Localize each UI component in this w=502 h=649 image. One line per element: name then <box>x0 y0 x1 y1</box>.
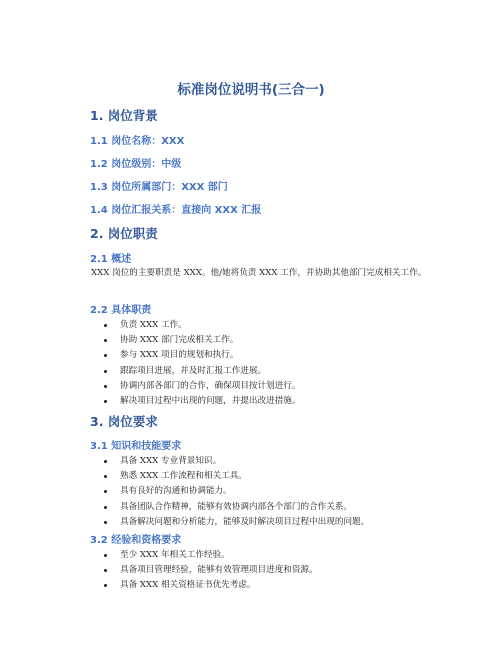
section-3-heading: 3. 岗位要求 <box>90 414 158 429</box>
bullet-icon <box>104 354 107 357</box>
list-item: 解决项目过程中出现的问题，并提出改进措施。 <box>92 394 300 409</box>
position-level: 1.2 岗位级别：中级 <box>90 159 182 170</box>
overview-paragraph: XXX 岗位的主要职责是 XXX。他/她将负责 XXX 工作，并协助其他部门完成相关工作。 <box>91 268 427 278</box>
skills-list <box>92 454 369 530</box>
bullet-icon <box>104 521 107 524</box>
experience-list <box>92 548 318 594</box>
bullet-icon <box>104 385 107 388</box>
list-item: 负责 XXX 工作。 <box>92 318 300 333</box>
bullet-icon <box>104 460 107 463</box>
experience-heading: 3.2 经验和资格要求 <box>90 535 182 546</box>
overview-heading: 2.1 概述 <box>90 254 132 265</box>
list-item: 具有良好的沟通和协调能力。 <box>92 484 369 499</box>
list-item: 参与 XXX 项目的规划和执行。 <box>92 348 300 363</box>
bullet-icon <box>104 370 107 373</box>
bullet-icon <box>104 554 107 557</box>
bullet-icon <box>104 584 107 587</box>
position-department: 1.3 岗位所属部门：XXX 部门 <box>90 182 228 193</box>
bullet-icon <box>104 490 107 493</box>
list-item: 具备 XXX 相关资格证书优先考虑。 <box>92 578 318 593</box>
duties-heading: 2.2 具体职责 <box>90 305 152 316</box>
list-item: 至少 XXX 年相关工作经验。 <box>92 548 318 563</box>
section-1-heading: 1. 岗位背景 <box>90 108 158 123</box>
list-item: 熟悉 XXX 工作流程和相关工具。 <box>92 469 369 484</box>
bullet-icon <box>104 569 107 572</box>
bullet-icon <box>104 506 107 509</box>
section-2-heading: 2. 岗位职责 <box>90 226 158 241</box>
list-item: 具备团队合作精神，能够有效协调内部各个部门的合作关系。 <box>92 500 369 515</box>
list-item: 协调内部各部门的合作，确保项目按计划进行。 <box>92 379 300 394</box>
skills-heading: 3.1 知识和技能要求 <box>90 441 182 452</box>
bullet-icon <box>104 324 107 327</box>
list-item: 跟踪项目进展，并及时汇报工作进展。 <box>92 364 300 379</box>
position-name: 1.1 岗位名称：XXX <box>90 136 185 147</box>
position-reporting: 1.4 岗位汇报关系：直接向 XXX 汇报 <box>90 205 262 216</box>
list-item: 协助 XXX 部门完成相关工作。 <box>92 333 300 348</box>
bullet-icon <box>104 400 107 403</box>
duties-list <box>92 318 300 409</box>
list-item: 具备 XXX 专业背景知识。 <box>92 454 369 469</box>
bullet-icon <box>104 475 107 478</box>
list-item: 具备解决问题和分析能力，能够及时解决项目过程中出现的问题。 <box>92 515 369 530</box>
bullet-icon <box>104 339 107 342</box>
list-item: 具备项目管理经验，能够有效管理项目进度和资源。 <box>92 563 318 578</box>
document-title: 标准岗位说明书(三合一) <box>177 82 325 98</box>
